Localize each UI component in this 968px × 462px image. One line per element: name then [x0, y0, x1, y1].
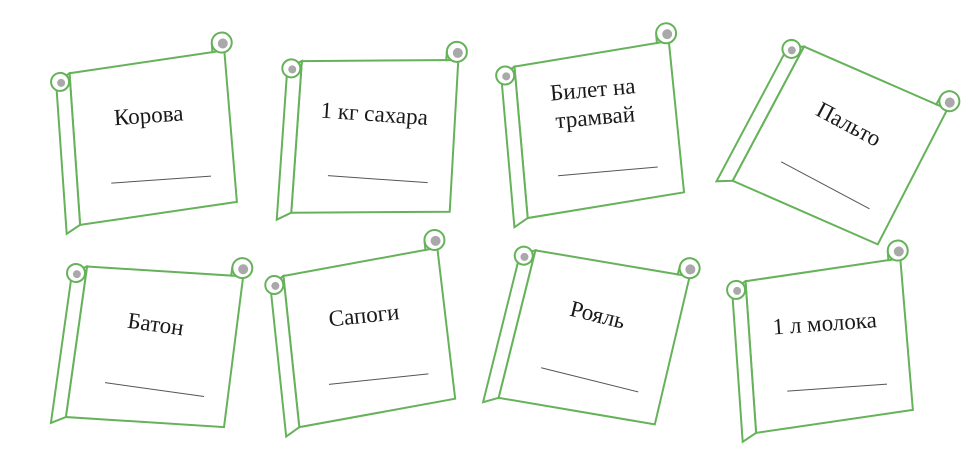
card-label: Корова: [113, 100, 185, 131]
card-label: Рояль: [567, 295, 628, 334]
scroll-card-coat: [713, 20, 961, 259]
scroll-card-korova: [46, 44, 247, 227]
card-label: Батон: [126, 307, 186, 341]
scroll-shape: [46, 44, 247, 227]
scroll-shape: [269, 42, 470, 225]
scroll-card-sugar: [269, 42, 470, 225]
scroll-card-baton: [44, 246, 256, 441]
card-label: Билет на трамвай: [549, 73, 637, 134]
card-label: Сапоги: [327, 299, 401, 332]
card-label: Пальто: [812, 96, 886, 152]
card-label: 1 кг сахара: [319, 97, 429, 130]
scroll-card-piano: [477, 228, 702, 439]
scroll-shape: [722, 252, 923, 435]
scroll-card-boots: [260, 241, 467, 430]
scroll-card-tram-ticket: [491, 34, 695, 220]
scroll-shape: [713, 20, 961, 259]
scroll-card-milk: [722, 252, 923, 435]
card-label: 1 л молока: [771, 307, 878, 340]
